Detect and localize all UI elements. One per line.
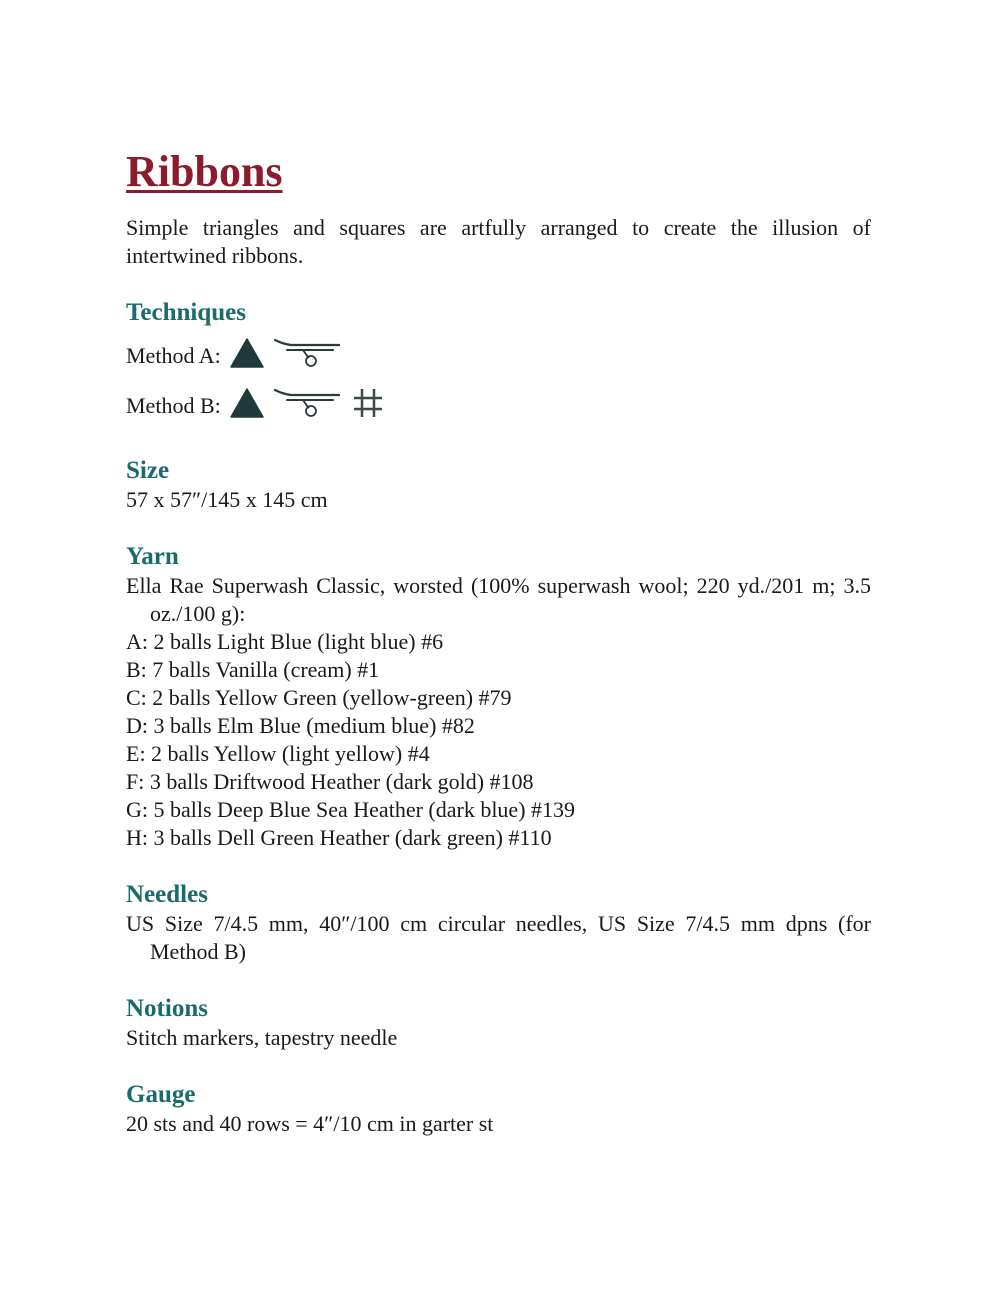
yarn-color-item: D: 3 balls Elm Blue (medium blue) #82: [126, 713, 475, 738]
yarn-color-item: F: 3 balls Driftwood Heather (dark gold) #108: [126, 769, 534, 794]
yarn-color-item: G: 5 balls Deep Blue Sea Heather (dark blue) #139: [126, 797, 576, 822]
intro-text: Simple triangles and squares are artfully arranged to create the illusion of intertwined ribbons.: [126, 215, 871, 268]
method-a-label: Method A:: [126, 343, 221, 368]
triangle-icon: [229, 387, 265, 425]
yarn-color-item: C: 2 balls Yellow Green (yellow-green) #79: [126, 685, 512, 710]
pattern-page: [126, 140, 871, 1138]
crochet-hook-icon: [273, 386, 343, 426]
notions-heading: Notions: [126, 995, 208, 1022]
needles-text: US Size 7/4.5 mm, 40″/100 cm circular needles, US Size 7/4.5 mm dpns (for Method B): [126, 911, 871, 964]
triangle-icon: [229, 337, 265, 375]
yarn-color-item: H: 3 balls Dell Green Heather (dark green) #110: [126, 825, 552, 850]
page-title: Ribbons: [126, 147, 283, 196]
method-b-row: [126, 384, 871, 428]
yarn-color-item: E: 2 balls Yellow (light yellow) #4: [126, 741, 430, 766]
size-text: 57 x 57″/145 x 145 cm: [126, 487, 328, 512]
size-heading: Size: [126, 457, 170, 484]
grid-hash-icon: [351, 386, 385, 426]
method-a-row: [126, 334, 871, 378]
techniques-heading: Techniques: [126, 299, 246, 326]
method-b-label: Method B:: [126, 393, 221, 418]
yarn-description: Ella Rae Superwash Classic, worsted (100% superwash wool; 220 yd./201 m; 3.5 oz./100 g):: [126, 573, 871, 626]
gauge-text: 20 sts and 40 rows = 4″/10 cm in garter st: [126, 1111, 494, 1136]
needles-heading: Needles: [126, 881, 208, 908]
yarn-color-item: A: 2 balls Light Blue (light blue) #6: [126, 629, 444, 654]
yarn-list: [126, 572, 871, 852]
yarn-heading: Yarn: [126, 543, 179, 570]
notions-text: Stitch markers, tapestry needle: [126, 1025, 398, 1050]
gauge-heading: Gauge: [126, 1081, 196, 1108]
yarn-color-item: B: 7 balls Vanilla (cream) #1: [126, 657, 380, 682]
crochet-hook-icon: [273, 336, 343, 376]
